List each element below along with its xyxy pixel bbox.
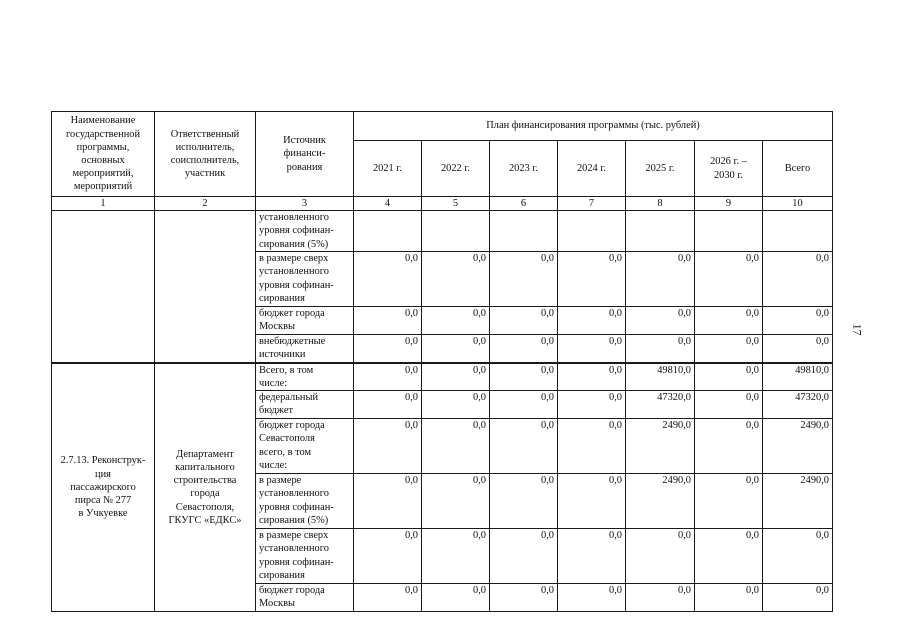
value-cell: 0,0 — [695, 307, 763, 335]
header-year-line: 2026 г. – — [710, 156, 747, 168]
value-cell: 0,0 — [490, 363, 558, 391]
header-text-line: мероприятий, — [72, 168, 134, 180]
source-cell — [256, 391, 354, 419]
source-line: Москвы — [259, 321, 295, 333]
source-cell — [256, 252, 354, 307]
financing-table — [51, 111, 833, 612]
source-line: внебюджетные — [259, 336, 326, 348]
header-year-line: 2025 г. — [645, 162, 675, 174]
program-name-line: 2.7.13. Реконструк- — [60, 455, 146, 467]
program-name-cell — [52, 363, 155, 612]
value-cell: 0,0 — [490, 529, 558, 584]
source-cell — [256, 307, 354, 335]
source-line: бюджет — [259, 405, 294, 417]
header-text-line: соисполнитель, — [170, 155, 240, 166]
value-cell: 0,0 — [695, 252, 763, 307]
header-source — [256, 112, 354, 197]
header-year — [763, 141, 833, 197]
value-cell: 0,0 — [490, 584, 558, 612]
source-line: бюджет города — [259, 585, 325, 597]
source-line: установленного — [259, 266, 329, 278]
source-line: уровня софинан- — [259, 501, 334, 513]
value-cell: 0,0 — [695, 335, 763, 363]
program-name-line: в Учкуевке — [78, 508, 128, 520]
value-cell — [558, 211, 626, 252]
program-name-cell — [52, 211, 155, 363]
column-number: 8 — [626, 197, 695, 211]
column-number: 9 — [695, 197, 763, 211]
header-year — [490, 141, 558, 197]
column-number: 4 — [354, 197, 422, 211]
value-cell: 0,0 — [354, 252, 422, 307]
header-text-line: мероприятий — [73, 181, 133, 193]
value-cell: 0,0 — [490, 474, 558, 529]
header-text-line: исполнитель, — [175, 141, 235, 153]
value-cell: 0,0 — [626, 584, 695, 612]
executor-line: строительства — [173, 475, 237, 487]
page-number: 17 — [850, 323, 865, 336]
header-text-line: программы, — [76, 141, 130, 153]
table-row — [52, 211, 833, 252]
value-cell: 0,0 — [626, 335, 695, 363]
value-cell: 0,0 — [490, 391, 558, 419]
value-cell: 0,0 — [626, 252, 695, 307]
value-cell: 0,0 — [763, 584, 833, 612]
value-cell: 0,0 — [558, 307, 626, 335]
value-cell: 0,0 — [422, 391, 490, 419]
source-line: всего, в том — [259, 446, 312, 458]
source-line: в размере сверх — [259, 253, 329, 265]
source-cell — [256, 584, 354, 612]
source-line: сирования (5%) — [259, 238, 329, 250]
value-cell: 0,0 — [558, 391, 626, 419]
executor-line: города — [190, 488, 220, 500]
value-cell — [695, 211, 763, 252]
value-cell: 0,0 — [558, 529, 626, 584]
header-year — [354, 141, 422, 197]
header-row — [52, 112, 833, 141]
value-cell: 0,0 — [490, 335, 558, 363]
source-line: в размере — [259, 475, 302, 487]
source-line: Всего, в том — [259, 364, 314, 376]
column-number: 3 — [256, 197, 354, 211]
value-cell: 0,0 — [626, 529, 695, 584]
value-cell: 0,0 — [354, 335, 422, 363]
value-cell: 0,0 — [626, 307, 695, 335]
source-line: Севастополя — [259, 433, 315, 445]
header-text-line: рования — [286, 161, 323, 173]
executor-cell — [155, 363, 256, 612]
source-line: бюджет города — [259, 420, 325, 432]
header-plan-title: План финансирования программы (тыс. рублей) — [354, 112, 833, 141]
value-cell — [626, 211, 695, 252]
value-cell: 0,0 — [354, 474, 422, 529]
source-cell — [256, 529, 354, 584]
source-line: в размере сверх — [259, 530, 329, 542]
value-cell: 0,0 — [558, 252, 626, 307]
column-number: 1 — [52, 197, 155, 211]
value-cell: 0,0 — [558, 474, 626, 529]
source-line: бюджет города — [259, 308, 325, 320]
value-cell: 49810,0 — [763, 363, 833, 391]
value-cell: 0,0 — [354, 307, 422, 335]
value-cell: 0,0 — [422, 363, 490, 391]
header-text-line: участник — [184, 168, 226, 180]
header-year-line: 2024 г. — [576, 162, 607, 174]
column-number: 2 — [155, 197, 256, 211]
header-year — [422, 141, 490, 197]
column-number: 6 — [490, 197, 558, 211]
value-cell: 0,0 — [354, 363, 422, 391]
header-year — [626, 141, 695, 197]
source-line: уровня софинан- — [259, 225, 334, 237]
value-cell: 0,0 — [354, 391, 422, 419]
source-line: сирования — [259, 292, 305, 304]
header-text-line: финанси- — [283, 148, 326, 160]
value-cell: 2490,0 — [763, 474, 833, 529]
value-cell: 0,0 — [422, 474, 490, 529]
source-line: установленного — [259, 488, 329, 500]
source-line: числе: — [259, 377, 288, 389]
value-cell: 0,0 — [422, 252, 490, 307]
column-number: 5 — [422, 197, 490, 211]
value-cell: 0,0 — [490, 419, 558, 474]
value-cell: 0,0 — [558, 584, 626, 612]
source-line: уровня софинан- — [259, 279, 334, 291]
source-cell — [256, 363, 354, 391]
source-line: установленного — [259, 212, 329, 224]
value-cell: 0,0 — [422, 307, 490, 335]
executor-line: ГКУГС «ЕДКС» — [168, 514, 242, 526]
value-cell: 0,0 — [695, 474, 763, 529]
source-line: Москвы — [259, 598, 295, 610]
value-cell: 0,0 — [763, 529, 833, 584]
header-executor — [155, 112, 256, 197]
value-cell: 49810,0 — [626, 363, 695, 391]
value-cell: 0,0 — [422, 419, 490, 474]
source-line: установленного — [259, 543, 329, 555]
column-numbers-row — [52, 197, 833, 211]
value-cell: 0,0 — [558, 335, 626, 363]
source-cell — [256, 335, 354, 363]
header-text-line: государственной — [65, 128, 141, 140]
value-cell: 47320,0 — [626, 391, 695, 419]
value-cell: 0,0 — [354, 419, 422, 474]
value-cell: 2490,0 — [763, 419, 833, 474]
source-line: числе: — [259, 459, 288, 471]
header-text-line: основных — [81, 155, 125, 166]
source-line: источники — [259, 349, 306, 361]
header-year-line: 2021 г. — [372, 162, 403, 174]
value-cell: 2490,0 — [626, 474, 695, 529]
executor-line: Департамент — [176, 448, 234, 460]
source-line: федеральный — [259, 392, 319, 404]
value-cell: 0,0 — [354, 529, 422, 584]
value-cell: 0,0 — [490, 252, 558, 307]
program-name-line: пассажирского — [70, 481, 136, 493]
value-cell: 0,0 — [422, 529, 490, 584]
value-cell — [422, 211, 490, 252]
source-cell — [256, 419, 354, 474]
header-year-line: 2022 г. — [440, 162, 471, 174]
value-cell: 0,0 — [354, 584, 422, 612]
source-cell — [256, 474, 354, 529]
column-number: 7 — [558, 197, 626, 211]
header-year-line: 2023 г. — [508, 162, 539, 174]
source-line: уровня софинан- — [259, 556, 334, 568]
value-cell: 0,0 — [695, 584, 763, 612]
value-cell: 0,0 — [763, 335, 833, 363]
value-cell: 0,0 — [558, 419, 626, 474]
header-year-line: 2030 г. — [713, 169, 744, 181]
value-cell: 0,0 — [763, 252, 833, 307]
header-text-line: Наименование — [70, 115, 136, 127]
source-line: сирования — [259, 569, 305, 581]
value-cell: 0,0 — [558, 363, 626, 391]
header-program-name — [52, 112, 155, 197]
program-name-line: пирса № 277 — [74, 495, 132, 507]
value-cell: 0,0 — [763, 307, 833, 335]
value-cell: 0,0 — [422, 584, 490, 612]
table-row — [52, 363, 833, 391]
header-text-line: Источник — [283, 135, 326, 147]
value-cell: 0,0 — [695, 391, 763, 419]
source-cell — [256, 211, 354, 252]
value-cell: 0,0 — [695, 363, 763, 391]
value-cell — [490, 211, 558, 252]
value-cell: 0,0 — [695, 529, 763, 584]
header-year-line: Всего — [784, 162, 811, 174]
column-number: 10 — [763, 197, 833, 211]
value-cell — [354, 211, 422, 252]
value-cell: 2490,0 — [626, 419, 695, 474]
source-line: сирования (5%) — [259, 514, 329, 526]
value-cell: 0,0 — [422, 335, 490, 363]
program-name-line: ция — [95, 468, 111, 480]
header-year — [695, 141, 763, 197]
value-cell — [763, 211, 833, 252]
executor-line: капитального — [175, 462, 235, 474]
executor-line: Севастополя, — [175, 501, 235, 513]
executor-cell — [155, 211, 256, 363]
value-cell: 0,0 — [490, 307, 558, 335]
value-cell: 0,0 — [695, 419, 763, 474]
header-year — [558, 141, 626, 197]
value-cell: 47320,0 — [763, 391, 833, 419]
header-text-line: Ответственный — [170, 128, 240, 140]
